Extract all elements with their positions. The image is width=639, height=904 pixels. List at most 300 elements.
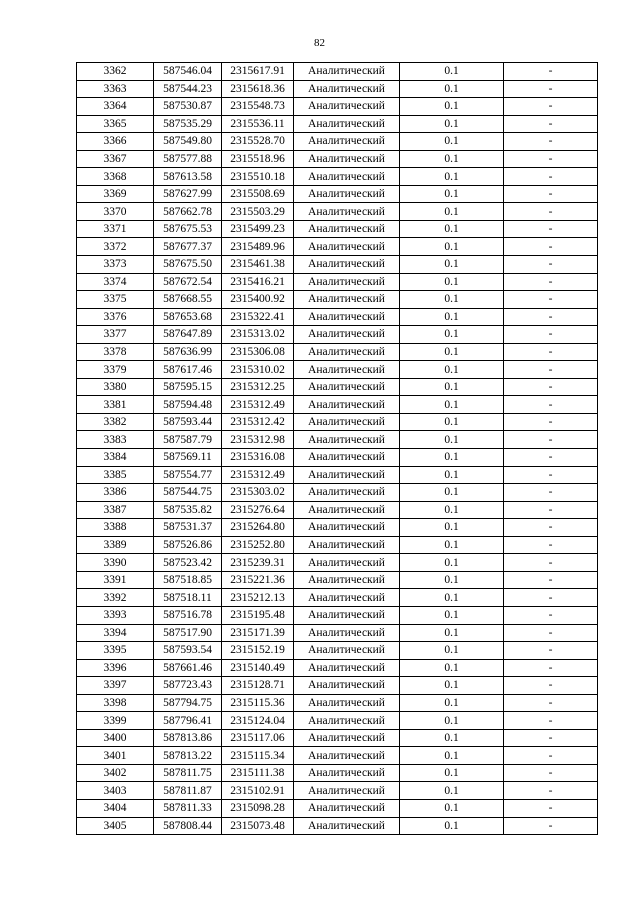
accuracy-cell: 0.1 [400, 589, 504, 607]
note-cell: - [504, 466, 598, 484]
note-cell: - [504, 817, 598, 835]
y-coordinate-cell: 2315499.23 [222, 220, 294, 238]
x-coordinate-cell: 587518.85 [154, 571, 222, 589]
accuracy-cell: 0.1 [400, 764, 504, 782]
accuracy-cell: 0.1 [400, 554, 504, 572]
note-cell: - [504, 203, 598, 221]
accuracy-cell: 0.1 [400, 799, 504, 817]
y-coordinate-cell: 2315195.48 [222, 606, 294, 624]
accuracy-cell: 0.1 [400, 782, 504, 800]
point-number-cell: 3399 [77, 712, 154, 730]
accuracy-cell: 0.1 [400, 238, 504, 256]
method-cell: Аналитический [294, 63, 400, 81]
x-coordinate-cell: 587672.54 [154, 273, 222, 291]
method-cell: Аналитический [294, 413, 400, 431]
point-number-cell: 3380 [77, 378, 154, 396]
accuracy-cell: 0.1 [400, 220, 504, 238]
point-number-cell: 3373 [77, 256, 154, 274]
method-cell: Аналитический [294, 361, 400, 379]
note-cell: - [504, 712, 598, 730]
accuracy-cell: 0.1 [400, 168, 504, 186]
table-row [77, 238, 598, 256]
x-coordinate-cell: 587594.48 [154, 396, 222, 414]
method-cell: Аналитический [294, 168, 400, 186]
y-coordinate-cell: 2315313.02 [222, 326, 294, 344]
x-coordinate-cell: 587675.53 [154, 220, 222, 238]
y-coordinate-cell: 2315171.39 [222, 624, 294, 642]
y-coordinate-cell: 2315316.08 [222, 449, 294, 467]
note-cell: - [504, 431, 598, 449]
note-cell: - [504, 326, 598, 344]
method-cell: Аналитический [294, 519, 400, 537]
note-cell: - [504, 799, 598, 817]
table-row [77, 203, 598, 221]
x-coordinate-cell: 587516.78 [154, 606, 222, 624]
note-cell: - [504, 98, 598, 116]
x-coordinate-cell: 587808.44 [154, 817, 222, 835]
accuracy-cell: 0.1 [400, 449, 504, 467]
x-coordinate-cell: 587593.54 [154, 642, 222, 660]
accuracy-cell: 0.1 [400, 326, 504, 344]
point-number-cell: 3367 [77, 150, 154, 168]
accuracy-cell: 0.1 [400, 308, 504, 326]
note-cell: - [504, 519, 598, 537]
point-number-cell: 3368 [77, 168, 154, 186]
note-cell: - [504, 764, 598, 782]
method-cell: Аналитический [294, 203, 400, 221]
accuracy-cell: 0.1 [400, 203, 504, 221]
method-cell: Аналитический [294, 747, 400, 765]
point-number-cell: 3396 [77, 659, 154, 677]
note-cell: - [504, 133, 598, 151]
table-row [77, 782, 598, 800]
method-cell: Аналитический [294, 466, 400, 484]
note-cell: - [504, 782, 598, 800]
point-number-cell: 3391 [77, 571, 154, 589]
point-number-cell: 3377 [77, 326, 154, 344]
y-coordinate-cell: 2315312.49 [222, 466, 294, 484]
note-cell: - [504, 659, 598, 677]
accuracy-cell: 0.1 [400, 712, 504, 730]
y-coordinate-cell: 2315252.80 [222, 536, 294, 554]
x-coordinate-cell: 587661.46 [154, 659, 222, 677]
point-number-cell: 3363 [77, 80, 154, 98]
table-row [77, 571, 598, 589]
table-row [77, 659, 598, 677]
point-number-cell: 3403 [77, 782, 154, 800]
x-coordinate-cell: 587813.86 [154, 729, 222, 747]
x-coordinate-cell: 587544.23 [154, 80, 222, 98]
method-cell: Аналитический [294, 291, 400, 309]
x-coordinate-cell: 587662.78 [154, 203, 222, 221]
note-cell: - [504, 589, 598, 607]
y-coordinate-cell: 2315264.80 [222, 519, 294, 537]
table-row [77, 817, 598, 835]
point-number-cell: 3404 [77, 799, 154, 817]
point-number-cell: 3371 [77, 220, 154, 238]
note-cell: - [504, 291, 598, 309]
method-cell: Аналитический [294, 98, 400, 116]
table-row [77, 133, 598, 151]
y-coordinate-cell: 2315073.48 [222, 817, 294, 835]
point-number-cell: 3376 [77, 308, 154, 326]
x-coordinate-cell: 587613.58 [154, 168, 222, 186]
x-coordinate-cell: 587653.68 [154, 308, 222, 326]
y-coordinate-cell: 2315117.06 [222, 729, 294, 747]
note-cell: - [504, 343, 598, 361]
point-number-cell: 3381 [77, 396, 154, 414]
x-coordinate-cell: 587627.99 [154, 185, 222, 203]
method-cell: Аналитический [294, 782, 400, 800]
note-cell: - [504, 220, 598, 238]
x-coordinate-cell: 587675.50 [154, 256, 222, 274]
note-cell: - [504, 63, 598, 81]
x-coordinate-cell: 587617.46 [154, 361, 222, 379]
x-coordinate-cell: 587518.11 [154, 589, 222, 607]
y-coordinate-cell: 2315528.70 [222, 133, 294, 151]
accuracy-cell: 0.1 [400, 80, 504, 98]
y-coordinate-cell: 2315140.49 [222, 659, 294, 677]
accuracy-cell: 0.1 [400, 378, 504, 396]
accuracy-cell: 0.1 [400, 343, 504, 361]
table-row [77, 606, 598, 624]
note-cell: - [504, 554, 598, 572]
method-cell: Аналитический [294, 326, 400, 344]
method-cell: Аналитический [294, 343, 400, 361]
method-cell: Аналитический [294, 764, 400, 782]
accuracy-cell: 0.1 [400, 729, 504, 747]
accuracy-cell: 0.1 [400, 642, 504, 660]
table-row [77, 536, 598, 554]
note-cell: - [504, 150, 598, 168]
y-coordinate-cell: 2315503.29 [222, 203, 294, 221]
x-coordinate-cell: 587526.86 [154, 536, 222, 554]
method-cell: Аналитический [294, 185, 400, 203]
table-row [77, 63, 598, 81]
x-coordinate-cell: 587549.80 [154, 133, 222, 151]
accuracy-cell: 0.1 [400, 413, 504, 431]
accuracy-cell: 0.1 [400, 677, 504, 695]
table-row [77, 308, 598, 326]
table-row [77, 747, 598, 765]
point-number-cell: 3375 [77, 291, 154, 309]
point-number-cell: 3362 [77, 63, 154, 81]
table-row [77, 484, 598, 502]
method-cell: Аналитический [294, 431, 400, 449]
x-coordinate-cell: 587587.79 [154, 431, 222, 449]
y-coordinate-cell: 2315536.11 [222, 115, 294, 133]
note-cell: - [504, 606, 598, 624]
method-cell: Аналитический [294, 589, 400, 607]
x-coordinate-cell: 587531.37 [154, 519, 222, 537]
y-coordinate-cell: 2315416.21 [222, 273, 294, 291]
x-coordinate-cell: 587811.87 [154, 782, 222, 800]
table-row [77, 115, 598, 133]
table-row [77, 413, 598, 431]
method-cell: Аналитический [294, 273, 400, 291]
coordinates-table [76, 62, 598, 835]
method-cell: Аналитический [294, 150, 400, 168]
y-coordinate-cell: 2315617.91 [222, 63, 294, 81]
x-coordinate-cell: 587647.89 [154, 326, 222, 344]
point-number-cell: 3366 [77, 133, 154, 151]
note-cell: - [504, 115, 598, 133]
table-row [77, 343, 598, 361]
table-row [77, 449, 598, 467]
table-row [77, 694, 598, 712]
method-cell: Аналитический [294, 80, 400, 98]
table-row [77, 764, 598, 782]
table-row [77, 799, 598, 817]
y-coordinate-cell: 2315124.04 [222, 712, 294, 730]
accuracy-cell: 0.1 [400, 133, 504, 151]
table-row [77, 642, 598, 660]
table-row [77, 98, 598, 116]
y-coordinate-cell: 2315115.34 [222, 747, 294, 765]
y-coordinate-cell: 2315102.91 [222, 782, 294, 800]
note-cell: - [504, 501, 598, 519]
accuracy-cell: 0.1 [400, 98, 504, 116]
method-cell: Аналитический [294, 484, 400, 502]
table-row [77, 361, 598, 379]
note-cell: - [504, 484, 598, 502]
accuracy-cell: 0.1 [400, 185, 504, 203]
note-cell: - [504, 677, 598, 695]
point-number-cell: 3397 [77, 677, 154, 695]
y-coordinate-cell: 2315111.38 [222, 764, 294, 782]
table-row [77, 220, 598, 238]
x-coordinate-cell: 587723.43 [154, 677, 222, 695]
point-number-cell: 3370 [77, 203, 154, 221]
table-row [77, 519, 598, 537]
x-coordinate-cell: 587577.88 [154, 150, 222, 168]
y-coordinate-cell: 2315518.96 [222, 150, 294, 168]
point-number-cell: 3384 [77, 449, 154, 467]
method-cell: Аналитический [294, 396, 400, 414]
note-cell: - [504, 396, 598, 414]
table-row [77, 712, 598, 730]
method-cell: Аналитический [294, 256, 400, 274]
accuracy-cell: 0.1 [400, 694, 504, 712]
x-coordinate-cell: 587535.29 [154, 115, 222, 133]
point-number-cell: 3383 [77, 431, 154, 449]
accuracy-cell: 0.1 [400, 115, 504, 133]
table-row [77, 273, 598, 291]
accuracy-cell: 0.1 [400, 536, 504, 554]
x-coordinate-cell: 587530.87 [154, 98, 222, 116]
table-row [77, 589, 598, 607]
point-number-cell: 3364 [77, 98, 154, 116]
x-coordinate-cell: 587593.44 [154, 413, 222, 431]
y-coordinate-cell: 2315461.38 [222, 256, 294, 274]
table-row [77, 677, 598, 695]
method-cell: Аналитический [294, 536, 400, 554]
accuracy-cell: 0.1 [400, 747, 504, 765]
y-coordinate-cell: 2315618.36 [222, 80, 294, 98]
accuracy-cell: 0.1 [400, 63, 504, 81]
table-row [77, 291, 598, 309]
point-number-cell: 3374 [77, 273, 154, 291]
point-number-cell: 3385 [77, 466, 154, 484]
point-number-cell: 3388 [77, 519, 154, 537]
point-number-cell: 3400 [77, 729, 154, 747]
method-cell: Аналитический [294, 378, 400, 396]
note-cell: - [504, 413, 598, 431]
x-coordinate-cell: 587796.41 [154, 712, 222, 730]
x-coordinate-cell: 587668.55 [154, 291, 222, 309]
accuracy-cell: 0.1 [400, 150, 504, 168]
y-coordinate-cell: 2315510.18 [222, 168, 294, 186]
table-row [77, 80, 598, 98]
y-coordinate-cell: 2315221.36 [222, 571, 294, 589]
method-cell: Аналитический [294, 501, 400, 519]
point-number-cell: 3405 [77, 817, 154, 835]
table-row [77, 729, 598, 747]
note-cell: - [504, 273, 598, 291]
y-coordinate-cell: 2315115.36 [222, 694, 294, 712]
y-coordinate-cell: 2315548.73 [222, 98, 294, 116]
note-cell: - [504, 642, 598, 660]
note-cell: - [504, 571, 598, 589]
y-coordinate-cell: 2315322.41 [222, 308, 294, 326]
table-row [77, 378, 598, 396]
x-coordinate-cell: 587636.99 [154, 343, 222, 361]
note-cell: - [504, 256, 598, 274]
y-coordinate-cell: 2315306.08 [222, 343, 294, 361]
method-cell: Аналитический [294, 554, 400, 572]
x-coordinate-cell: 587813.22 [154, 747, 222, 765]
x-coordinate-cell: 587544.75 [154, 484, 222, 502]
point-number-cell: 3369 [77, 185, 154, 203]
point-number-cell: 3401 [77, 747, 154, 765]
x-coordinate-cell: 587677.37 [154, 238, 222, 256]
note-cell: - [504, 308, 598, 326]
x-coordinate-cell: 587811.33 [154, 799, 222, 817]
y-coordinate-cell: 2315508.69 [222, 185, 294, 203]
method-cell: Аналитический [294, 624, 400, 642]
method-cell: Аналитический [294, 642, 400, 660]
accuracy-cell: 0.1 [400, 291, 504, 309]
y-coordinate-cell: 2315098.28 [222, 799, 294, 817]
method-cell: Аналитический [294, 133, 400, 151]
accuracy-cell: 0.1 [400, 606, 504, 624]
point-number-cell: 3393 [77, 606, 154, 624]
method-cell: Аналитический [294, 220, 400, 238]
method-cell: Аналитический [294, 238, 400, 256]
x-coordinate-cell: 587554.77 [154, 466, 222, 484]
table-row [77, 624, 598, 642]
y-coordinate-cell: 2315212.13 [222, 589, 294, 607]
method-cell: Аналитический [294, 799, 400, 817]
accuracy-cell: 0.1 [400, 396, 504, 414]
x-coordinate-cell: 587595.15 [154, 378, 222, 396]
page-number: 82 [314, 37, 325, 49]
point-number-cell: 3365 [77, 115, 154, 133]
point-number-cell: 3389 [77, 536, 154, 554]
method-cell: Аналитический [294, 449, 400, 467]
method-cell: Аналитический [294, 606, 400, 624]
table-row [77, 185, 598, 203]
accuracy-cell: 0.1 [400, 273, 504, 291]
note-cell: - [504, 361, 598, 379]
note-cell: - [504, 185, 598, 203]
method-cell: Аналитический [294, 571, 400, 589]
method-cell: Аналитический [294, 308, 400, 326]
coordinates-table-body [77, 63, 598, 835]
note-cell: - [504, 378, 598, 396]
x-coordinate-cell: 587811.75 [154, 764, 222, 782]
y-coordinate-cell: 2315152.19 [222, 642, 294, 660]
point-number-cell: 3372 [77, 238, 154, 256]
method-cell: Аналитический [294, 115, 400, 133]
table-row [77, 466, 598, 484]
note-cell: - [504, 238, 598, 256]
point-number-cell: 3402 [77, 764, 154, 782]
table-row [77, 326, 598, 344]
accuracy-cell: 0.1 [400, 571, 504, 589]
y-coordinate-cell: 2315312.49 [222, 396, 294, 414]
note-cell: - [504, 536, 598, 554]
y-coordinate-cell: 2315303.02 [222, 484, 294, 502]
note-cell: - [504, 694, 598, 712]
y-coordinate-cell: 2315312.42 [222, 413, 294, 431]
table-row [77, 256, 598, 274]
table-row [77, 150, 598, 168]
x-coordinate-cell: 587546.04 [154, 63, 222, 81]
y-coordinate-cell: 2315312.98 [222, 431, 294, 449]
x-coordinate-cell: 587535.82 [154, 501, 222, 519]
table-row [77, 501, 598, 519]
point-number-cell: 3387 [77, 501, 154, 519]
note-cell: - [504, 449, 598, 467]
table-row [77, 554, 598, 572]
note-cell: - [504, 729, 598, 747]
y-coordinate-cell: 2315276.64 [222, 501, 294, 519]
accuracy-cell: 0.1 [400, 817, 504, 835]
point-number-cell: 3386 [77, 484, 154, 502]
point-number-cell: 3398 [77, 694, 154, 712]
method-cell: Аналитический [294, 677, 400, 695]
note-cell: - [504, 747, 598, 765]
accuracy-cell: 0.1 [400, 519, 504, 537]
accuracy-cell: 0.1 [400, 484, 504, 502]
note-cell: - [504, 168, 598, 186]
method-cell: Аналитический [294, 729, 400, 747]
point-number-cell: 3390 [77, 554, 154, 572]
method-cell: Аналитический [294, 694, 400, 712]
note-cell: - [504, 80, 598, 98]
y-coordinate-cell: 2315400.92 [222, 291, 294, 309]
accuracy-cell: 0.1 [400, 361, 504, 379]
y-coordinate-cell: 2315489.96 [222, 238, 294, 256]
point-number-cell: 3395 [77, 642, 154, 660]
x-coordinate-cell: 587517.90 [154, 624, 222, 642]
x-coordinate-cell: 587569.11 [154, 449, 222, 467]
accuracy-cell: 0.1 [400, 501, 504, 519]
table-row [77, 168, 598, 186]
accuracy-cell: 0.1 [400, 431, 504, 449]
point-number-cell: 3392 [77, 589, 154, 607]
accuracy-cell: 0.1 [400, 659, 504, 677]
y-coordinate-cell: 2315310.02 [222, 361, 294, 379]
method-cell: Аналитический [294, 712, 400, 730]
note-cell: - [504, 624, 598, 642]
table-row [77, 396, 598, 414]
point-number-cell: 3382 [77, 413, 154, 431]
x-coordinate-cell: 587794.75 [154, 694, 222, 712]
accuracy-cell: 0.1 [400, 624, 504, 642]
table-row [77, 431, 598, 449]
